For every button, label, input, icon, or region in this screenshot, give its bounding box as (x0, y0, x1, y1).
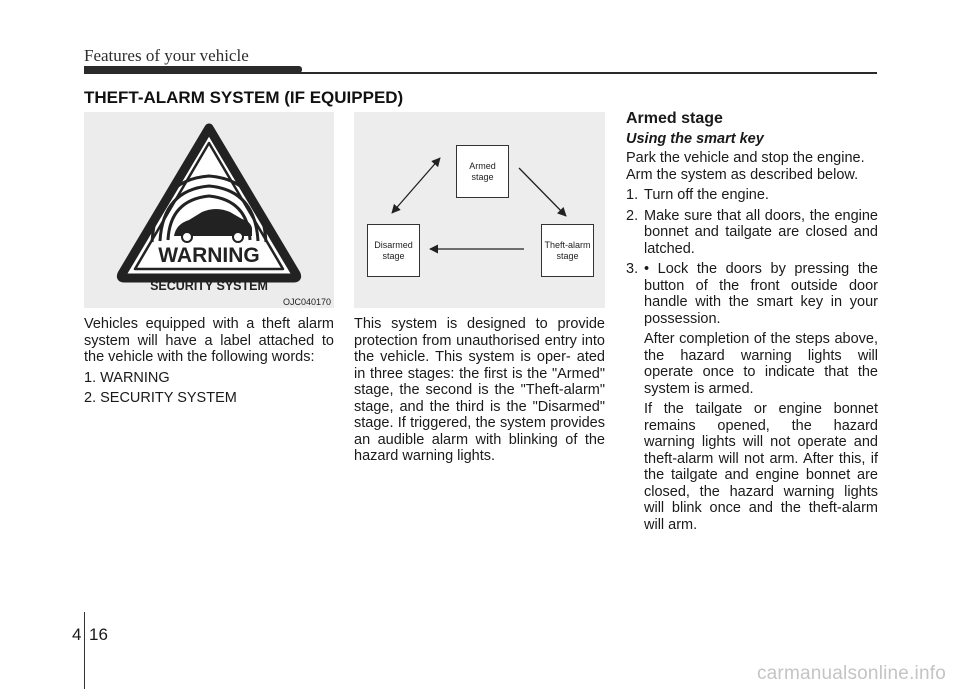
smart-key-subheading: Using the smart key (626, 130, 764, 147)
step-2 (626, 208, 878, 258)
page-number: 16 (89, 625, 108, 644)
stage-disarmed-box (367, 224, 420, 277)
step-text: • Lock the doors by pressing the button of the front outside door handle with the smart key in your possession. (644, 261, 878, 327)
stage-disarmed-label: Disarmed stage (374, 239, 413, 261)
header-rule-thin (84, 72, 877, 74)
chapter-number: 4 (72, 625, 82, 644)
warning-label-big-text: WARNING (158, 244, 260, 267)
column-1 (84, 316, 334, 411)
armed-stage-heading: Armed stage (626, 110, 723, 127)
section-title: THEFT-ALARM SYSTEM (IF EQUIPPED) (84, 88, 404, 107)
stage-arrows (354, 112, 605, 308)
arrow-disarmed-armed (392, 158, 440, 213)
stage-theft-box (541, 224, 594, 277)
step-text: Make sure that all doors, the engine bonnet and tailgate are closed and latched. (644, 207, 878, 257)
label-intro-paragraph: Vehicles equipped with a theft alarm system will have a label attached to the vehicle with the following words: (84, 316, 334, 365)
step-text: Turn off the engine. (644, 187, 769, 203)
system-description-paragraph: This system is designed to provide protection from unauthorised entry into the vehicle. This system is oper- ated in three stages: the first is the "Armed" stage, the second is the "Theft-alarm" stage, and the third is the "Disarmed" stage. If triggered, the system provides an audible alarm with blinking of the hazard warning lights. (354, 316, 605, 464)
after-completion-paragraph: After completion of the steps above, the hazard warning lights will operate once to indicate that the system is armed. (644, 331, 878, 397)
warning-triangle-icon (84, 112, 334, 308)
step-1 (626, 187, 878, 204)
step-3 (626, 261, 878, 327)
label-word-2: 2. SECURITY SYSTEM (84, 390, 237, 406)
armed-intro-paragraph: Park the vehicle and stop the engine. Arm the system as described below. (626, 150, 865, 183)
footer-divider (84, 612, 85, 689)
stage-diagram (354, 112, 605, 308)
column-3 (626, 111, 878, 537)
warning-label-small-text: SECURITY SYSTEM (150, 279, 268, 293)
step-number: 3. (626, 261, 639, 277)
running-header: Features of your vehicle (84, 46, 249, 65)
warning-label-image (84, 112, 334, 308)
column-2 (354, 316, 605, 468)
stage-theft-label: Theft-alarm stage (544, 239, 591, 261)
stage-armed-box (456, 145, 509, 198)
step-number: 2. (626, 207, 639, 224)
step-number: 1. (626, 187, 639, 203)
arrow-armed-to-theft (519, 168, 566, 216)
label-word-1: 1. WARNING (84, 369, 170, 386)
watermark: carmanualsonline.info (756, 663, 946, 684)
tailgate-open-paragraph: If the tailgate or engine bonnet remains opened, the hazard warning lights will not operate and theft-alarm will not arm. After this, if the tailgate and engine bonnet are closed, the hazard warning lights will blink once and the theft-alarm will arm. (644, 401, 878, 533)
stage-armed-label: Armed stage (469, 160, 496, 182)
image-code: OJC040170 (282, 297, 331, 307)
